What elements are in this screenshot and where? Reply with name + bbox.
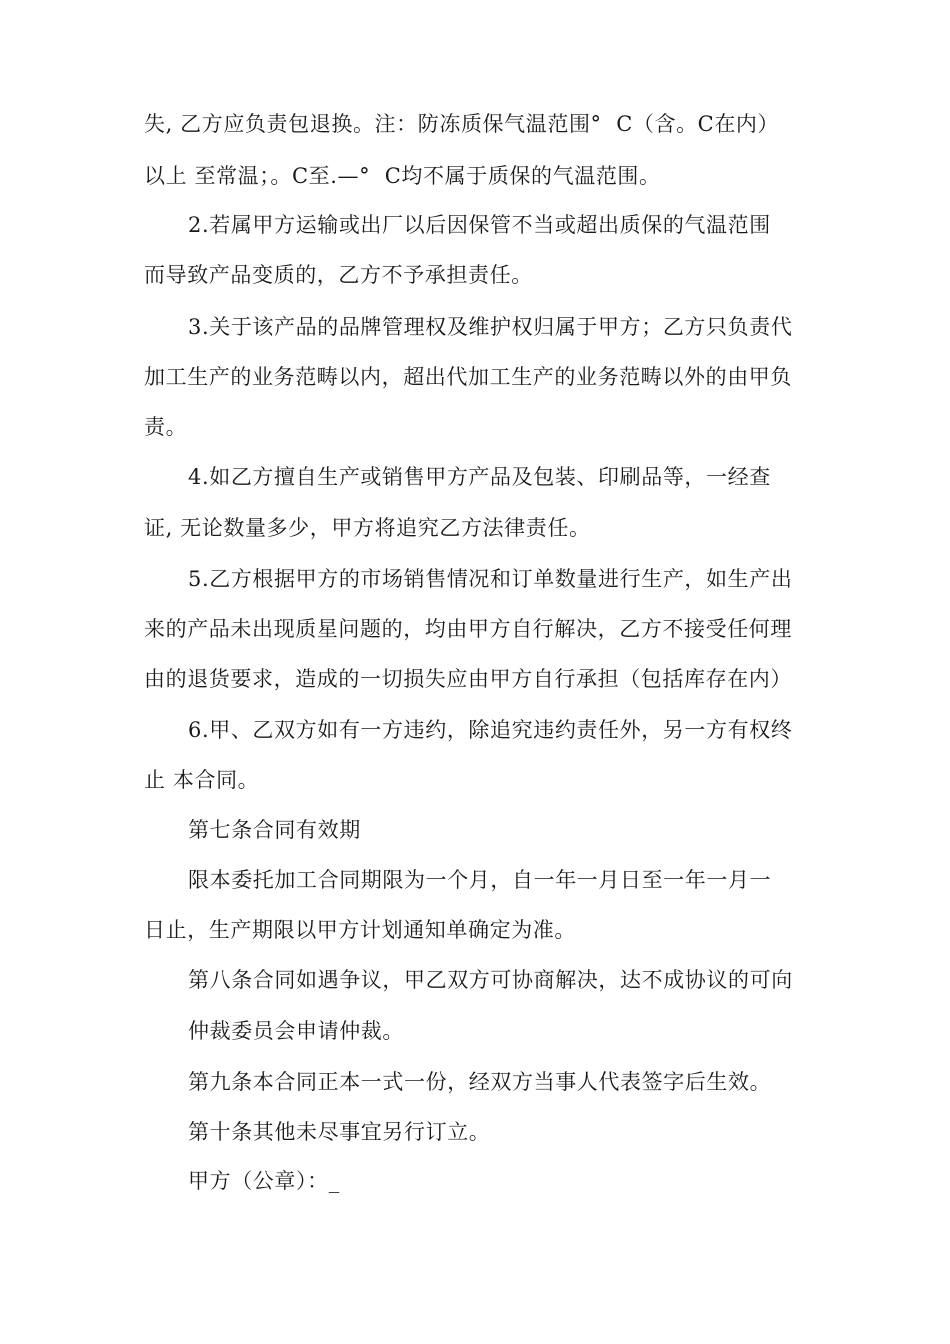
- paragraph-start-line: 第十条其他未尽事宜另行订立。: [188, 1120, 491, 1144]
- signature-line: 甲方（公章）：_: [188, 1169, 340, 1193]
- text-line: 而导致产品变质的，乙方不予承担责任。: [144, 263, 533, 287]
- text-line: 失, 乙方应负责包退换。注：防冻质保气温范围° C（含。C在内）: [144, 112, 780, 136]
- paragraph-start-line: 第八条合同如遇争议，甲乙双方可协商解决，达不成协议的可向: [188, 968, 793, 992]
- paragraph-start-line: 6.甲、乙双方如有一方违约，除追究违约责任外，另一方有权终: [188, 718, 793, 742]
- text-line: 以上 至常温；。C至.—° C均不属于质保的气温范围。: [144, 164, 661, 188]
- text-line: 仲裁委员会申请仲裁。: [188, 1019, 404, 1043]
- text-line: 日止，生产期限以甲方计划通知单确定为准。: [144, 918, 576, 942]
- section-heading: 第七条合同有效期: [188, 818, 361, 842]
- paragraph-start-line: 2.若属甲方运输或出厂以后因保管不当或超出质保的气温范围: [188, 213, 771, 237]
- paragraph-start-line: 4.如乙方擅自生产或销售甲方产品及包装、印刷品等，一经查: [188, 465, 771, 489]
- paragraph-start-line: 第九条本合同正本一式一份，经双方当事人代表签字后生效。: [188, 1070, 772, 1094]
- text-line: 由的退货要求，造成的一切损失应由甲方自行承担（包括库存在内）: [144, 667, 792, 691]
- paragraph-start-line: 5.乙方根据甲方的市场销售情况和订单数量进行生产，如生产出: [188, 567, 793, 591]
- text-line: 止 本合同。: [144, 768, 260, 792]
- text-line: 责。: [144, 415, 188, 439]
- text-line: 加工生产的业务范畴以内，超出代加工生产的业务范畴以外的由甲负: [144, 365, 792, 389]
- text-line: 来的产品未出现质星问题的，均由甲方自行解决，乙方不接受任何理: [144, 617, 792, 641]
- paragraph-start-line: 限本委托加工合同期限为一个月，自一年一月日至一年一月一: [188, 868, 772, 892]
- text-line: 证, 无论数量多少，甲方将追究乙方法律责任。: [144, 516, 591, 540]
- paragraph-start-line: 3.关于该产品的品牌管理权及维护权归属于甲方；乙方只负责代: [188, 315, 793, 339]
